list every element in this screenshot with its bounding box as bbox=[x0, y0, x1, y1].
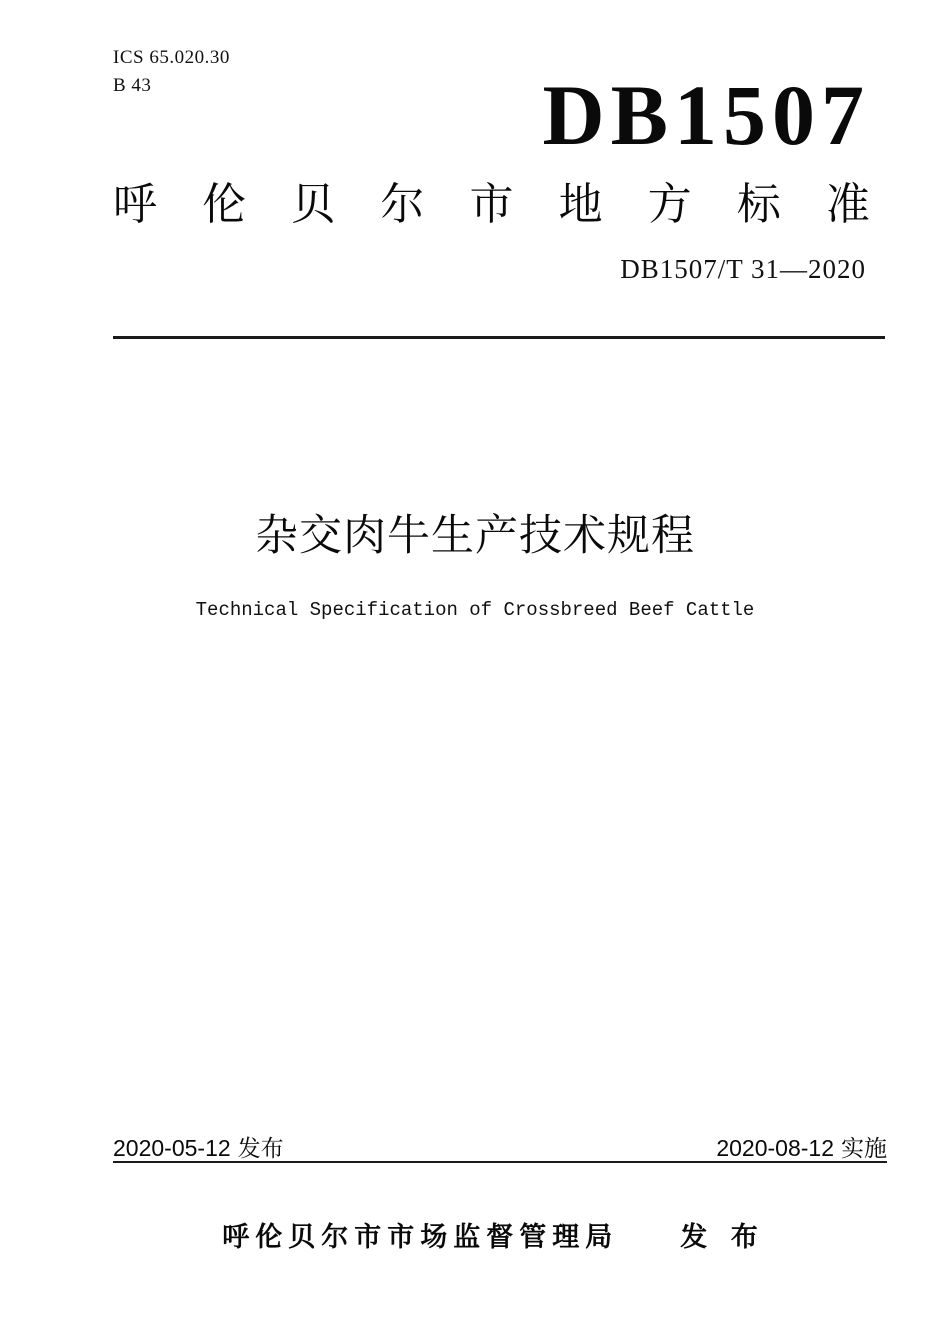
standard-name-char: 伦 bbox=[202, 180, 247, 229]
standard-type-name bbox=[113, 181, 870, 229]
standard-name-char: 贝 bbox=[291, 180, 336, 229]
dates-row bbox=[113, 1134, 887, 1162]
issue-label: 发布 bbox=[237, 1135, 284, 1161]
header-divider-line bbox=[113, 336, 885, 339]
issue-date: 2020-05-12 bbox=[113, 1135, 231, 1161]
document-title-chinese: 杂交肉牛生产技术规程 bbox=[255, 512, 695, 560]
document-number: DB1507/T 31—2020 bbox=[620, 254, 866, 284]
issue-date-group bbox=[113, 1134, 284, 1162]
document-title-english: Technical Specification of Crossbreed Beef Cattle bbox=[195, 599, 755, 621]
standard-name-char: 尔 bbox=[380, 180, 425, 229]
standard-name-char: 准 bbox=[826, 180, 870, 229]
classification-code: B 43 bbox=[113, 75, 152, 96]
standard-name-char: 市 bbox=[469, 180, 514, 229]
publisher-name: 呼伦贝尔市市场监督管理局 bbox=[222, 1222, 619, 1252]
ics-classification-block bbox=[113, 44, 230, 100]
standard-name-char: 呼 bbox=[113, 180, 157, 229]
db-code: DB1507 bbox=[542, 67, 870, 163]
implement-date-group bbox=[716, 1134, 887, 1162]
standard-name-char: 标 bbox=[736, 180, 781, 229]
publish-action-label: 发 布 bbox=[680, 1222, 760, 1252]
publisher-row bbox=[16, 1220, 950, 1254]
implement-label: 实施 bbox=[841, 1135, 887, 1161]
standard-name-char: 地 bbox=[558, 180, 603, 229]
standard-name-char: 方 bbox=[647, 180, 692, 229]
ics-code: ICS 65.020.30 bbox=[113, 47, 230, 68]
footer-divider-line bbox=[113, 1161, 887, 1163]
implement-date: 2020-08-12 bbox=[716, 1135, 834, 1161]
